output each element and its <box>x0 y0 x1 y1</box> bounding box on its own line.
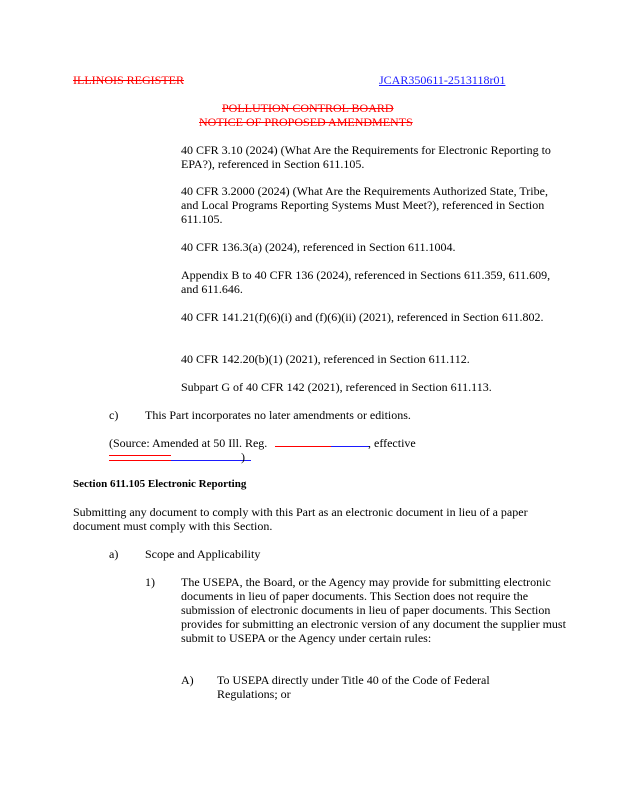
jcar-code: JCAR350611-2513118r01 <box>379 73 506 87</box>
effective-blank-red <box>109 455 171 456</box>
source-note-suffix: , effective <box>368 436 416 450</box>
reference-item: 40 CFR 136.3(a) (2024), referenced in Section 611.1004. <box>181 240 456 254</box>
item-heading: Scope and Applicability <box>145 547 261 561</box>
reference-item: Subpart G of 40 CFR 142 (2021), referenced in Section 611.113. <box>181 380 492 394</box>
item-label: A) <box>181 673 194 687</box>
section-heading: Section 611.105 Electronic Reporting <box>73 478 247 490</box>
source-blank-blue <box>331 446 369 447</box>
reference-item: 40 CFR 3.10 (2024) (What Are the Requirements for Electronic Reporting to EPA?), referenced in Section 611.105. <box>181 143 551 171</box>
reference-item: 40 CFR 142.20(b)(1) (2021), referenced in Section 611.112. <box>181 352 470 366</box>
source-note-prefix: (Source: Amended at 50 Ill. Reg. <box>109 436 268 450</box>
source-note-close: ) <box>241 450 245 464</box>
reference-item: 40 CFR 141.21(f)(6)(i) and (f)(6)(ii) (2021), referenced in Section 611.802. <box>181 310 544 324</box>
section-intro: Submitting any document to comply with this Part as an electronic document in lieu of a paper document must comply with this Section. <box>73 505 528 533</box>
notice-title: NOTICE OF PROPOSED AMENDMENTS <box>199 115 413 129</box>
subsection-text: This Part incorporates no later amendments or editions. <box>145 408 411 422</box>
effective-blank-blue <box>171 460 251 461</box>
item-text: To USEPA directly under Title 40 of the Code of Federal Regulations; or <box>217 673 490 701</box>
item-label: 1) <box>145 575 155 589</box>
agency-title: POLLUTION CONTROL BOARD <box>222 101 394 115</box>
effective-blank-red <box>109 460 171 461</box>
item-label: a) <box>109 547 119 561</box>
subsection-label: c) <box>109 408 119 422</box>
reference-item: 40 CFR 3.2000 (2024) (What Are the Requirements Authorized State, Tribe, and Local Programs Reporting Systems Must Meet?), referenced in Section 611.105. <box>181 184 548 226</box>
source-blank-red <box>275 446 331 447</box>
item-text: The USEPA, the Board, or the Agency may provide for submitting electronic documents in lieu of paper documents. This Section does not require the submission of electronic documents in lieu of paper documents. This Section provides for submitting an electronic version of any document the supplier must submit to USEPA or the Agency under certain rules: <box>181 575 566 645</box>
register-name: ILLINOIS REGISTER <box>73 73 184 87</box>
reference-item: Appendix B to 40 CFR 136 (2024), referenced in Sections 611.359, 611.609, and 611.646. <box>181 268 551 296</box>
